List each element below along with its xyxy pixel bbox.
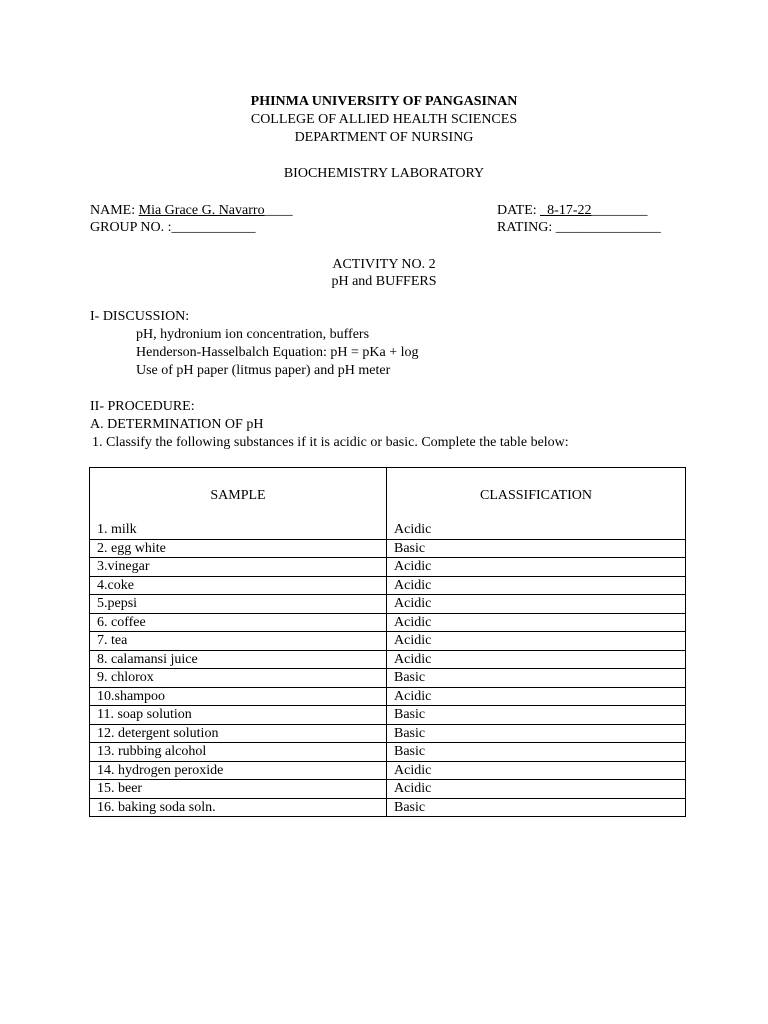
classification-header: CLASSIFICATION: [387, 468, 686, 522]
classification-cell: Acidic: [387, 576, 686, 595]
classification-cell: Basic: [387, 798, 686, 817]
table-header-row: [90, 468, 686, 522]
table-row: [90, 613, 686, 632]
sample-cell: 3.vinegar: [90, 558, 387, 577]
sample-cell: 6. coffee: [90, 613, 387, 632]
table-row: [90, 632, 686, 651]
group-label: GROUP NO. :: [90, 220, 172, 235]
classification-cell: Acidic: [387, 613, 686, 632]
lab-title: BIOCHEMISTRY LABORATORY: [283, 166, 485, 181]
date-blank: ________: [591, 203, 648, 218]
procedure-heading: II- PROCEDURE:: [90, 399, 195, 414]
sample-cell: 5.pepsi: [90, 595, 387, 614]
classification-cell: Acidic: [387, 780, 686, 799]
classification-cell: Basic: [387, 724, 686, 743]
sample-cell: 10.shampoo: [90, 687, 387, 706]
date-label: DATE:: [497, 203, 541, 218]
rating-label: RATING:: [497, 220, 556, 235]
name-line: [90, 202, 293, 220]
classification-cell: Basic: [387, 539, 686, 558]
sample-cell: 7. tea: [90, 632, 387, 651]
department-title: DEPARTMENT OF NURSING: [294, 130, 474, 145]
activity-title: pH and BUFFERS: [331, 274, 437, 289]
sample-header: SAMPLE: [90, 468, 387, 522]
sample-cell: 1. milk: [90, 521, 387, 539]
sample-cell: 8. calamansi juice: [90, 650, 387, 669]
rating-blank: _______________: [555, 220, 661, 235]
name-label: NAME:: [90, 203, 139, 218]
sample-cell: 15. beer: [90, 780, 387, 799]
classification-cell: Basic: [387, 743, 686, 762]
table-row: [90, 595, 686, 614]
activity-number: ACTIVITY NO. 2: [332, 257, 436, 272]
table-row: [90, 558, 686, 577]
college-title: COLLEGE OF ALLIED HEALTH SCIENCES: [250, 112, 518, 127]
table-row: [90, 669, 686, 688]
classification-cell: Acidic: [387, 632, 686, 651]
sample-cell: 16. baking soda soln.: [90, 798, 387, 817]
classification-cell: Basic: [387, 706, 686, 725]
group-line: [90, 219, 256, 237]
table-row: [90, 761, 686, 780]
sample-cell: 2. egg white: [90, 539, 387, 558]
classification-cell: Acidic: [387, 650, 686, 669]
discussion-line: Use of pH paper (litmus paper) and pH meter: [136, 363, 391, 378]
name-value: Mia Grace G. Navarro: [138, 203, 265, 218]
table-row: [90, 576, 686, 595]
university-title: PHINMA UNIVERSITY OF PANGASINAN: [250, 94, 518, 109]
sample-cell: 9. chlorox: [90, 669, 387, 688]
procedure-instruction: 1. Classify the following substances if it is acidic or basic. Complete the table below:: [92, 435, 569, 450]
sample-cell: 13. rubbing alcohol: [90, 743, 387, 762]
table-row: [90, 521, 686, 539]
sample-cell: 11. soap solution: [90, 706, 387, 725]
table-row: [90, 724, 686, 743]
table-row: [90, 539, 686, 558]
name-blank: ____: [264, 203, 293, 218]
classification-cell: Acidic: [387, 761, 686, 780]
classification-cell: Acidic: [387, 521, 686, 539]
table-row: [90, 798, 686, 817]
procedure-subheading: A. DETERMINATION OF pH: [90, 417, 264, 432]
date-line: [497, 202, 648, 220]
table-row: [90, 706, 686, 725]
classification-cell: Basic: [387, 669, 686, 688]
sample-cell: 4.coke: [90, 576, 387, 595]
discussion-line: Henderson-Hasselbalch Equation: pH = pKa + log: [136, 345, 419, 360]
table-row: [90, 743, 686, 762]
table-row: [90, 687, 686, 706]
sample-cell: 14. hydrogen peroxide: [90, 761, 387, 780]
group-blank: ____________: [171, 220, 256, 235]
rating-line: [497, 219, 661, 237]
table-row: [90, 650, 686, 669]
sample-cell: 12. detergent solution: [90, 724, 387, 743]
date-value: _8-17-22: [540, 203, 592, 218]
table-row: [90, 780, 686, 799]
classification-cell: Acidic: [387, 558, 686, 577]
classification-cell: Acidic: [387, 595, 686, 614]
classification-cell: Acidic: [387, 687, 686, 706]
discussion-heading: I- DISCUSSION:: [90, 309, 190, 324]
classification-table: [89, 467, 686, 817]
discussion-line: pH, hydronium ion concentration, buffers: [136, 327, 370, 342]
